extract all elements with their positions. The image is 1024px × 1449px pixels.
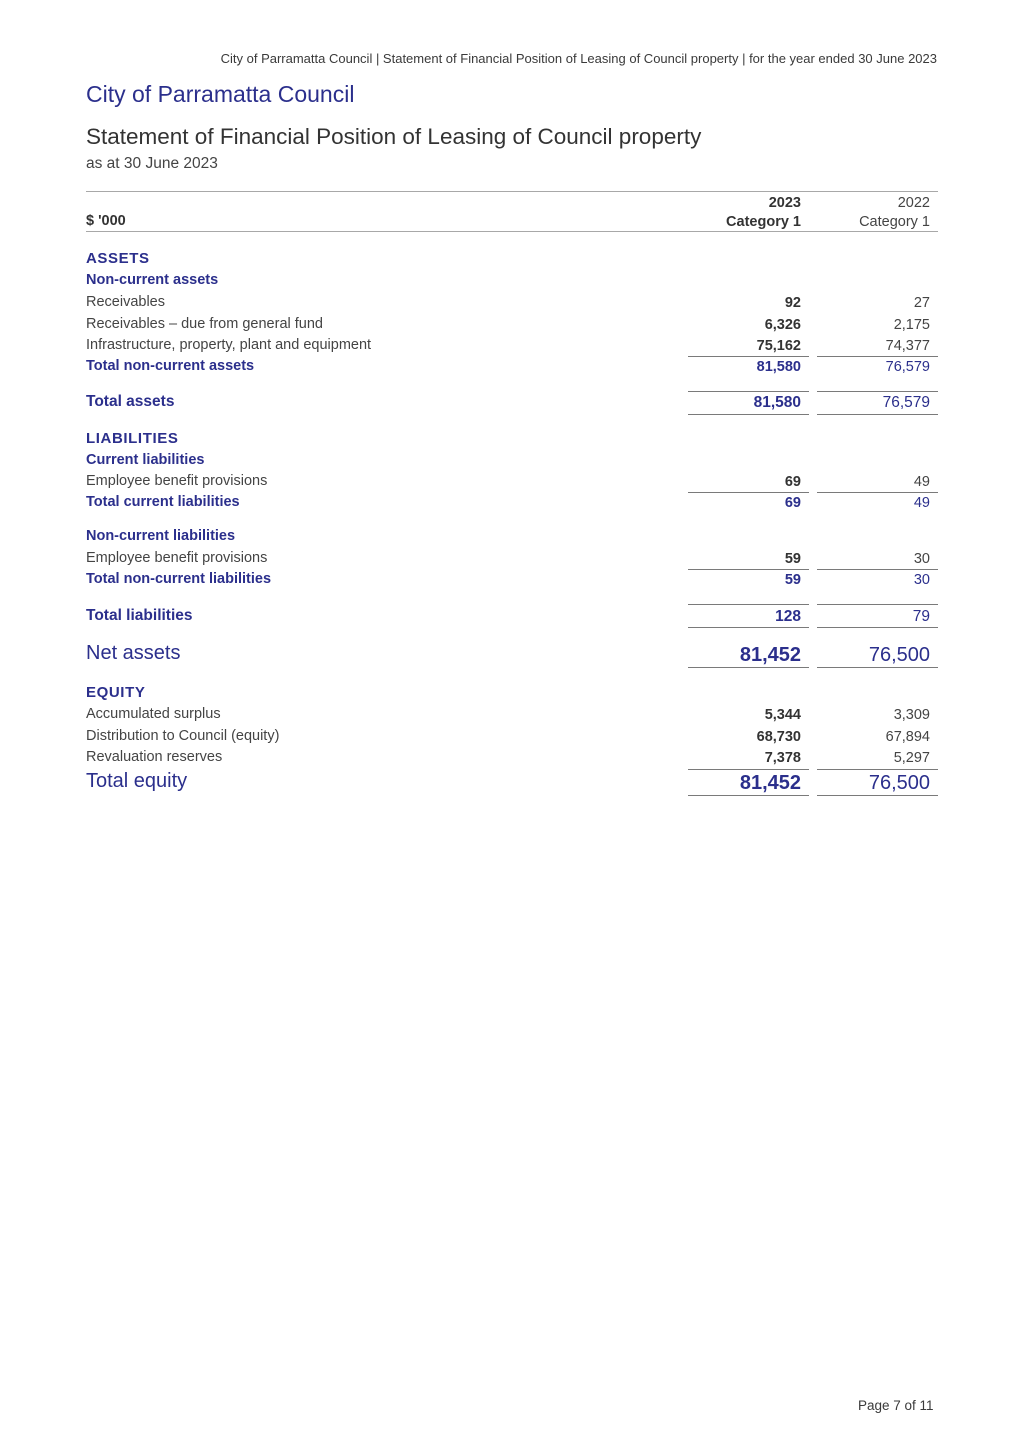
header-bottom-rule xyxy=(86,231,938,232)
value-2022: 27 xyxy=(913,295,930,311)
row-label: Total non-current assets xyxy=(86,358,255,374)
table-row-total-liabilities xyxy=(86,607,938,629)
value-2023: 69 xyxy=(784,495,801,511)
column-header-2022 xyxy=(859,194,930,232)
total-rule-bottom-2023 xyxy=(688,414,809,415)
row-label: Net assets xyxy=(86,642,181,664)
table-row-distribution-to-council xyxy=(86,728,938,750)
subtotal-rule-2023 xyxy=(688,492,809,493)
value-2023: 59 xyxy=(784,551,801,567)
table-row-current-employee-benefit-provisions xyxy=(86,473,938,495)
value-2022: 30 xyxy=(913,551,930,567)
value-2022: 3,309 xyxy=(893,707,930,723)
equity-subtotal-rule-2023 xyxy=(688,769,809,770)
assets-heading xyxy=(86,250,938,272)
subtotal-rule-2022 xyxy=(817,492,938,493)
value-2023: 6,326 xyxy=(764,317,801,333)
value-2023: 81,452 xyxy=(739,644,801,666)
section-label: ASSETS xyxy=(86,250,150,267)
value-2022: 49 xyxy=(913,474,930,490)
council-name: City of Parramatta Council xyxy=(86,81,355,107)
value-2022: 74,377 xyxy=(885,338,930,354)
table-row-revaluation-reserves xyxy=(86,749,938,771)
net-assets-rule-2023 xyxy=(688,667,809,668)
header-top-rule xyxy=(86,191,938,192)
table-row-receivables-general-fund xyxy=(86,316,938,338)
non-current-assets-heading xyxy=(86,272,938,294)
value-2023: 81,452 xyxy=(739,772,801,794)
total-rule-top-2022 xyxy=(817,391,938,392)
row-label: Receivables – due from general fund xyxy=(86,316,323,332)
unit-label: $ '000 xyxy=(86,213,126,229)
column-year-2022: 2022 xyxy=(897,195,930,211)
subsection-label: Current liabilities xyxy=(86,452,205,468)
row-label: Distribution to Council (equity) xyxy=(86,728,280,744)
value-2023: 5,344 xyxy=(764,707,801,723)
equity-heading xyxy=(86,684,938,706)
total-rule-bottom-2022 xyxy=(817,414,938,415)
value-2022: 76,579 xyxy=(885,359,930,375)
running-header: City of Parramatta Council | Statement of Financial Position of Leasing of Council property | for the year ended 30 June 2023 xyxy=(220,51,937,66)
row-label: Total liabilities xyxy=(86,607,193,624)
total-rule-top-2023 xyxy=(688,604,809,605)
value-2023: 92 xyxy=(784,295,801,311)
subtotal-rule-2023 xyxy=(688,356,809,357)
row-label: Employee benefit provisions xyxy=(86,550,268,566)
value-2022: 2,175 xyxy=(893,317,930,333)
value-2023: 68,730 xyxy=(756,729,801,745)
subsection-label: Non-current liabilities xyxy=(86,528,236,544)
value-2022: 5,297 xyxy=(893,750,930,766)
table-row-net-assets xyxy=(86,644,938,666)
subtotal-rule-2022 xyxy=(817,569,938,570)
table-row-total-non-current-assets xyxy=(86,358,938,380)
statement-title: Statement of Financial Position of Leasing of Council property xyxy=(86,124,702,149)
column-header-2023 xyxy=(726,194,801,232)
current-liabilities-heading xyxy=(86,452,938,474)
value-2022: 49 xyxy=(913,495,930,511)
row-label: Accumulated surplus xyxy=(86,706,221,722)
value-2022: 76,500 xyxy=(868,772,930,794)
statement-subtitle: as at 30 June 2023 xyxy=(86,155,218,172)
total-rule-top-2022 xyxy=(817,604,938,605)
value-2022: 76,579 xyxy=(882,394,930,411)
total-rule-bottom-2022 xyxy=(817,627,938,628)
table-row-total-assets xyxy=(86,393,938,415)
total-rule-top-2023 xyxy=(688,391,809,392)
non-current-liabilities-heading xyxy=(86,528,938,550)
column-category-2022: Category 1 xyxy=(859,214,930,230)
total-rule-bottom-2023 xyxy=(688,627,809,628)
total-equity-rule-2022 xyxy=(817,795,938,796)
table-row-accumulated-surplus xyxy=(86,706,938,728)
subtotal-rule-2022 xyxy=(817,356,938,357)
subtotal-rule-2023 xyxy=(688,569,809,570)
row-label: Total non-current liabilities xyxy=(86,571,272,587)
value-2022: 67,894 xyxy=(885,729,930,745)
value-2022: 76,500 xyxy=(868,644,930,666)
liabilities-heading xyxy=(86,430,938,452)
section-label: LIABILITIES xyxy=(86,430,179,447)
row-label: Employee benefit provisions xyxy=(86,473,268,489)
row-label: Revaluation reserves xyxy=(86,749,223,765)
value-2023: 7,378 xyxy=(764,750,801,766)
row-label: Receivables xyxy=(86,294,165,310)
row-label: Total assets xyxy=(86,393,175,410)
row-label: Infrastructure, property, plant and equipment xyxy=(86,337,372,353)
total-equity-rule-2023 xyxy=(688,795,809,796)
section-label: EQUITY xyxy=(86,684,146,701)
row-label: Total equity xyxy=(86,770,188,792)
value-2023: 75,162 xyxy=(756,338,801,354)
table-row-receivables xyxy=(86,294,938,316)
table-row-ippe xyxy=(86,337,938,359)
table-row-non-current-employee-benefit-provisions xyxy=(86,550,938,572)
value-2022: 30 xyxy=(913,572,930,588)
value-2023: 81,580 xyxy=(753,394,801,411)
subsection-label: Non-current assets xyxy=(86,272,219,288)
page-number: Page 7 of 11 xyxy=(858,1398,934,1413)
net-assets-rule-2022 xyxy=(817,667,938,668)
table-row-total-current-liabilities xyxy=(86,494,938,516)
value-2023: 69 xyxy=(784,474,801,490)
column-year-2023: 2023 xyxy=(768,195,801,211)
row-label: Total current liabilities xyxy=(86,494,240,510)
value-2022: 79 xyxy=(912,608,930,625)
value-2023: 128 xyxy=(775,608,801,625)
table-row-total-non-current-liabilities xyxy=(86,571,938,593)
equity-subtotal-rule-2022 xyxy=(817,769,938,770)
value-2023: 81,580 xyxy=(756,359,801,375)
column-category-2023: Category 1 xyxy=(726,214,801,230)
value-2023: 59 xyxy=(784,572,801,588)
table-row-total-equity xyxy=(86,772,938,794)
